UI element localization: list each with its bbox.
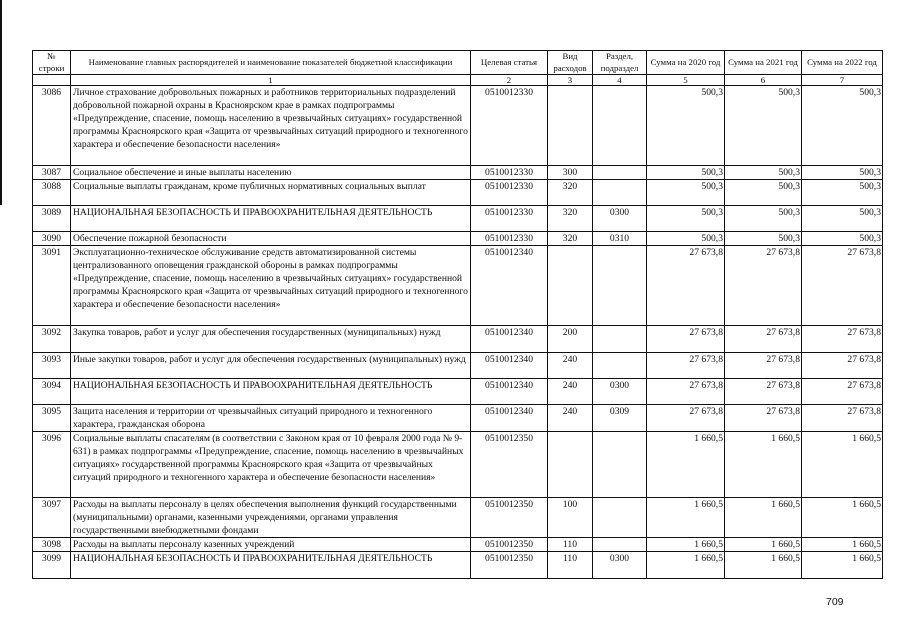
section-code: [593, 353, 647, 379]
sum-2021: 500,3: [725, 180, 802, 206]
row-number: 3097: [33, 498, 71, 538]
row-number: 3098: [33, 538, 71, 552]
sum-2020: 500,3: [647, 166, 725, 180]
row-name: Личное страхование добровольных пожарных и работников территориальных подразделений добровольной пожарной охраны в Красноярском крае в рамках подпрограммы «Предупреждение, спасение, помощь населению в чрезвычайных ситуациях» государственной программы Красноярского края «Защита от чрезвычайных ситуаций природного и техногенного характера и обеспечение безопасности населения»: [71, 86, 471, 166]
row-name: Расходы на выплаты персоналу в целях обеспечения выполнения функций государственными (муниципальными) органами, казенными учреждениями, органами управления государственными внебюджетными фондами: [71, 498, 471, 538]
target-article: 0510012330: [471, 232, 548, 246]
row-number: 3090: [33, 232, 71, 246]
expense-kind: 240: [548, 379, 593, 405]
section-code: 0300: [593, 552, 647, 579]
sum-2021: 27 673,8: [725, 246, 802, 326]
column-number: 1: [71, 75, 471, 86]
section-code: [593, 326, 647, 353]
row-name: Иные закупки товаров, работ и услуг для обеспечения государственных (муниципальных) нужд: [71, 353, 471, 379]
column-number: 3: [548, 75, 593, 86]
header-name: Наименование главных распорядителей и наименование показателей бюджетной классификации: [71, 51, 471, 75]
table-row: [33, 432, 883, 498]
section-code: [593, 432, 647, 498]
sum-2020: 500,3: [647, 232, 725, 246]
section-code: [593, 86, 647, 166]
row-number: 3086: [33, 86, 71, 166]
sum-2021: 500,3: [725, 166, 802, 180]
header-section: Раздел, подраздел: [593, 51, 647, 75]
sum-2022: 500,3: [802, 206, 883, 232]
expense-kind: 240: [548, 353, 593, 379]
sum-2022: 27 673,8: [802, 379, 883, 405]
sum-2020: 500,3: [647, 206, 725, 232]
sum-2021: 1 660,5: [725, 432, 802, 498]
target-article: 0510012340: [471, 379, 548, 405]
sum-2021: 500,3: [725, 86, 802, 166]
sum-2022: 27 673,8: [802, 246, 883, 326]
target-article: 0510012330: [471, 166, 548, 180]
expense-kind: 200: [548, 326, 593, 353]
row-name: НАЦИОНАЛЬНАЯ БЕЗОПАСНОСТЬ И ПРАВООХРАНИТЕЛЬНАЯ ДЕЯТЕЛЬНОСТЬ: [71, 379, 471, 405]
row-name: Социальные выплаты спасателям (в соответствии с Законом края от 10 февраля 2000 года № 9-631) в рамках подпрограммы «Предупреждение, спасение, помощь населению в чрезвычайных ситуациях» государственной программы Красноярского края «Защита от чрезвычайных ситуаций природного и техногенного характера и обеспечение безопасности населения»: [71, 432, 471, 498]
sum-2020: 500,3: [647, 180, 725, 206]
expense-kind: [548, 86, 593, 166]
table-row: [33, 498, 883, 538]
sum-2020: 1 660,5: [647, 538, 725, 552]
scan-edge-line: [0, 0, 2, 205]
sum-2021: 500,3: [725, 232, 802, 246]
table-row: [33, 206, 883, 232]
target-article: 0510012330: [471, 86, 548, 166]
row-number: 3099: [33, 552, 71, 579]
table-row: [33, 326, 883, 353]
table-row: [33, 166, 883, 180]
sum-2022: 500,3: [802, 86, 883, 166]
sum-2020: 27 673,8: [647, 353, 725, 379]
column-number: [33, 75, 71, 86]
column-number: 5: [647, 75, 725, 86]
column-number: 7: [802, 75, 883, 86]
sum-2022: 1 660,5: [802, 538, 883, 552]
expense-kind: 110: [548, 538, 593, 552]
target-article: 0510012350: [471, 498, 548, 538]
expense-kind: 320: [548, 232, 593, 246]
section-code: 0310: [593, 232, 647, 246]
row-number: 3091: [33, 246, 71, 326]
sum-2021: 1 660,5: [725, 538, 802, 552]
row-name: Эксплуатационно-техническое обслуживание средств автоматизированной системы централизованного оповещения гражданской обороны в рамках подпрограммы «Предупреждение, спасение, помощь населению в чрезвычайных ситуациях» государственной программы Красноярского края «Защита от чрезвычайных ситуаций природного и техногенного характера и обеспечение безопасности населения»: [71, 246, 471, 326]
sum-2021: 27 673,8: [725, 326, 802, 353]
sum-2020: 27 673,8: [647, 405, 725, 432]
expense-kind: 110: [548, 552, 593, 579]
row-name: НАЦИОНАЛЬНАЯ БЕЗОПАСНОСТЬ И ПРАВООХРАНИТЕЛЬНАЯ ДЕЯТЕЛЬНОСТЬ: [71, 206, 471, 232]
sum-2022: 27 673,8: [802, 405, 883, 432]
expense-kind: 100: [548, 498, 593, 538]
target-article: 0510012340: [471, 405, 548, 432]
section-code: [593, 180, 647, 206]
sum-2022: 500,3: [802, 166, 883, 180]
sum-2021: 1 660,5: [725, 552, 802, 579]
table-row: [33, 379, 883, 405]
target-article: 0510012350: [471, 538, 548, 552]
section-code: 0300: [593, 206, 647, 232]
expense-kind: [548, 432, 593, 498]
header-row-number: № строки: [33, 51, 71, 75]
header-expense-kind: Вид расходов: [548, 51, 593, 75]
target-article: 0510012330: [471, 180, 548, 206]
sum-2020: 27 673,8: [647, 326, 725, 353]
section-code: [593, 498, 647, 538]
header-sum-2021: Сумма на 2021 год: [725, 51, 802, 75]
section-code: 0309: [593, 405, 647, 432]
sum-2021: 1 660,5: [725, 498, 802, 538]
sum-2020: 1 660,5: [647, 498, 725, 538]
table-row: [33, 180, 883, 206]
sum-2021: 27 673,8: [725, 353, 802, 379]
column-number-row: [33, 75, 883, 86]
sum-2022: 1 660,5: [802, 432, 883, 498]
table-body: [33, 86, 883, 579]
sum-2022: 500,3: [802, 180, 883, 206]
header-row: [33, 51, 883, 75]
expense-kind: [548, 246, 593, 326]
row-name: Обеспечение пожарной безопасности: [71, 232, 471, 246]
target-article: 0510012340: [471, 246, 548, 326]
table-row: [33, 538, 883, 552]
row-number: 3089: [33, 206, 71, 232]
table-row: [33, 353, 883, 379]
row-name: Закупка товаров, работ и услуг для обеспечения государственных (муниципальных) нужд: [71, 326, 471, 353]
row-number: 3096: [33, 432, 71, 498]
table-row: [33, 246, 883, 326]
target-article: 0510012330: [471, 206, 548, 232]
sum-2022: 27 673,8: [802, 353, 883, 379]
sum-2022: 500,3: [802, 232, 883, 246]
sum-2020: 27 673,8: [647, 246, 725, 326]
page-number: 709: [826, 596, 844, 608]
sum-2022: 1 660,5: [802, 498, 883, 538]
target-article: 0510012340: [471, 353, 548, 379]
target-article: 0510012350: [471, 552, 548, 579]
row-name: НАЦИОНАЛЬНАЯ БЕЗОПАСНОСТЬ И ПРАВООХРАНИТЕЛЬНАЯ ДЕЯТЕЛЬНОСТЬ: [71, 552, 471, 579]
sum-2021: 27 673,8: [725, 405, 802, 432]
row-name: Социальное обеспечение и иные выплаты населению: [71, 166, 471, 180]
row-number: 3094: [33, 379, 71, 405]
section-code: [593, 166, 647, 180]
row-number: 3088: [33, 180, 71, 206]
sum-2020: 500,3: [647, 86, 725, 166]
table-row: [33, 405, 883, 432]
row-number: 3093: [33, 353, 71, 379]
sum-2022: 27 673,8: [802, 326, 883, 353]
row-name: Социальные выплаты гражданам, кроме публичных нормативных социальных выплат: [71, 180, 471, 206]
row-name: Защита населения и территории от чрезвычайных ситуаций природного и техногенного характера, гражданская оборона: [71, 405, 471, 432]
row-number: 3087: [33, 166, 71, 180]
sum-2020: 1 660,5: [647, 552, 725, 579]
header-target-article: Целевая статья: [471, 51, 548, 75]
section-code: 0300: [593, 379, 647, 405]
sum-2021: 500,3: [725, 206, 802, 232]
expense-kind: 320: [548, 206, 593, 232]
column-number: 6: [725, 75, 802, 86]
expense-kind: 320: [548, 180, 593, 206]
column-number: 4: [593, 75, 647, 86]
sum-2021: 27 673,8: [725, 379, 802, 405]
target-article: 0510012350: [471, 432, 548, 498]
row-name: Расходы на выплаты персоналу казенных учреждений: [71, 538, 471, 552]
header-sum-2022: Сумма на 2022 год: [802, 51, 883, 75]
target-article: 0510012340: [471, 326, 548, 353]
expense-kind: 300: [548, 166, 593, 180]
section-code: [593, 246, 647, 326]
sum-2020: 27 673,8: [647, 379, 725, 405]
row-number: 3092: [33, 326, 71, 353]
table-row: [33, 552, 883, 579]
sum-2020: 1 660,5: [647, 432, 725, 498]
table-row: [33, 232, 883, 246]
sum-2022: 1 660,5: [802, 552, 883, 579]
budget-table: [32, 50, 883, 579]
column-number: 2: [471, 75, 548, 86]
expense-kind: 240: [548, 405, 593, 432]
row-number: 3095: [33, 405, 71, 432]
header-sum-2020: Сумма на 2020 год: [647, 51, 725, 75]
section-code: [593, 538, 647, 552]
table-row: [33, 86, 883, 166]
